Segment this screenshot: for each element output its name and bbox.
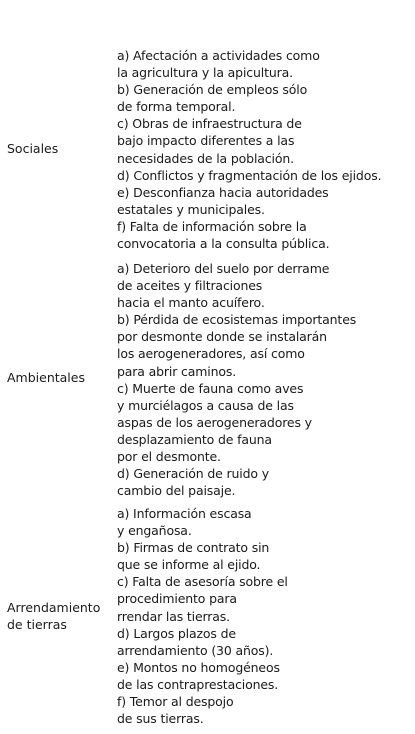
impact-line: la agricultura y la apicultura.	[117, 65, 293, 81]
impact-line: e) Desconfianza hacia autoridades	[117, 184, 329, 200]
impact-line: aspas de los aerogeneradores y	[117, 414, 312, 430]
impact-line: e) Montos no homogéneos	[117, 659, 280, 675]
impact-list	[117, 505, 288, 727]
impact-line: para abrir caminos.	[117, 363, 237, 379]
impact-line: hacia el manto acuífero.	[117, 295, 265, 311]
impact-line: de las contraprestaciones.	[117, 676, 279, 692]
impact-line: bajo impacto diferentes a las	[117, 133, 295, 149]
impact-line: de aceites y filtraciones	[117, 278, 263, 294]
impact-line: los aerogeneradores, así como	[117, 346, 305, 362]
impact-line: estatales y municipales.	[117, 201, 265, 217]
impact-line: procedimiento para	[117, 591, 237, 607]
impact-line: b) Generación de empleos sólo	[117, 82, 308, 98]
impact-line: y murciélagos a causa de las	[117, 397, 294, 413]
impact-line: arrendamiento (30 años).	[117, 642, 274, 658]
impact-line: necesidades de la población.	[117, 150, 294, 166]
impact-line: d) Largos plazos de	[117, 625, 236, 641]
impact-line: b) Pérdida de ecosistemas importantes	[117, 312, 357, 328]
category-label: Arrendamiento de tierras	[7, 600, 101, 632]
impact-line: a) Afectación a actividades como	[117, 48, 320, 63]
impact-line: b) Firmas de contrato sin	[117, 540, 270, 556]
impact-line: por el desmonte.	[117, 449, 221, 465]
impact-line: rrendar las tierras.	[117, 608, 230, 624]
impact-line: de sus tierras.	[117, 711, 204, 727]
impact-line: a) Deterioro del suelo por derrame	[117, 261, 330, 276]
impact-line: d) Conflictos y fragmentación de los ejidos.	[117, 167, 382, 183]
impact-line: c) Muerte de fauna como aves	[117, 380, 304, 396]
impact-list	[117, 47, 381, 252]
impact-line: c) Obras de infraestructura de	[117, 116, 302, 132]
impact-line: cambio del paisaje.	[117, 483, 236, 499]
category-label: Ambientales	[7, 370, 85, 385]
impact-line: y engañosa.	[117, 523, 192, 539]
impact-line: f) Falta de información sobre la	[117, 218, 307, 234]
impact-line: desplazamiento de fauna	[117, 431, 272, 447]
category-label: Sociales	[7, 141, 59, 156]
impact-line: d) Generación de ruido y	[117, 466, 269, 482]
impact-line: f) Temor al despojo	[117, 694, 234, 710]
impact-list	[117, 260, 356, 499]
impact-line: a) Información escasa	[117, 506, 252, 521]
impact-line: c) Falta de asesoría sobre el	[117, 574, 288, 590]
impact-line: que se informe al ejido.	[117, 557, 261, 573]
impact-line: convocatoria a la consulta pública.	[117, 236, 330, 252]
impact-line: de forma temporal.	[117, 99, 236, 115]
impact-line: por desmonte donde se instalarán	[117, 329, 327, 345]
